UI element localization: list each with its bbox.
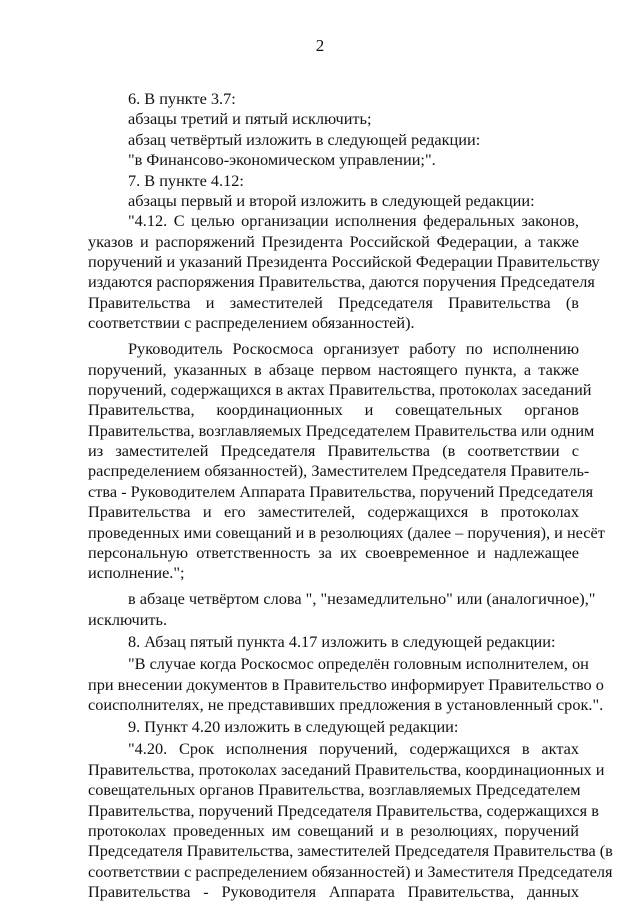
quote-4-17-line: соисполнителях, не представивших предложения в установленный срок.". bbox=[88, 694, 604, 714]
paragraph-6-line: абзац четвёртый изложить в следующей редакции: bbox=[128, 129, 481, 149]
paragraph-7-amend-line: исключить. bbox=[88, 609, 168, 629]
quote-4-20-line: Правительства, протоколах заседаний Правительства, координационных и bbox=[88, 759, 605, 779]
quote-4-12-p2-line: поручений, содержащихся в актах Правительства, протоколах заседаний bbox=[88, 379, 592, 399]
quote-4-17-line: при внесении документов в Правительство информирует Правительство о bbox=[88, 674, 604, 694]
quote-4-20-line: Правительства, поручений Председателя Правительства, содержащихся в bbox=[88, 800, 599, 820]
page-number: 2 bbox=[315, 36, 325, 55]
quote-4-20-line: совещательных органов Правительства, возглавляемых Председателем bbox=[88, 780, 581, 800]
quote-4-12-p2-line: поручений, указанных в абзаце первом настоящего пункта, а также bbox=[88, 359, 579, 379]
quote-4-12-p2-line: ства - Руководителем Аппарата Правительства, поручений Председателя bbox=[88, 481, 594, 501]
quote-4-20-line: Председателя Правительства, заместителей Председателя Правительства (в bbox=[88, 841, 613, 861]
quote-4-20-line: "4.20. Срок исполнения поручений, содержащихся в актах bbox=[128, 739, 579, 759]
quote-4-12-line: поручений и указаний Президента Российской Федерации Правительству bbox=[88, 252, 600, 271]
quote-4-12-p2-line: из заместителей Председателя Правительства (в соответствии с bbox=[88, 441, 579, 460]
quote-4-12-line: соответствии с распределением обязанностей). bbox=[88, 313, 415, 333]
quote-4-12-p2-line: персональную ответственность за их своевременное и надлежащее bbox=[88, 542, 579, 562]
paragraph-6-heading: 6. В пункте 3.7: bbox=[128, 89, 236, 108]
quote-4-12-p2-line: проведенных ими совещаний и в резолюциях (далее – поручения), и несёт bbox=[88, 522, 605, 542]
quote-4-12-p2-line: Правительства и его заместителей, содержащихся в протоколах bbox=[88, 502, 579, 522]
quote-4-20-line: протоколах проведенных им совещаний и в резолюциях, поручений bbox=[88, 820, 579, 840]
quote-4-12-line: "4.12. С целью организации исполнения федеральных законов, bbox=[128, 211, 579, 231]
quote-4-17-line: "В случае когда Роскосмос определён головным исполнителем, он bbox=[128, 654, 589, 674]
quote-4-12-line: указов и распоряжений Президента Российской Федерации, а также bbox=[88, 231, 579, 251]
quote-4-12-p2-line: Правительства, координационных и совещательных органов bbox=[88, 400, 579, 420]
paragraph-7-heading: 7. В пункте 4.12: bbox=[128, 170, 244, 190]
quote-4-20-line: Правительства - Руководителя Аппарата Правительства, данных bbox=[88, 882, 579, 901]
paragraph-8-heading: 8. Абзац пятый пункта 4.17 изложить в следующей редакции: bbox=[128, 631, 556, 651]
paragraph-6-line: "в Финансово-экономическом управлении;". bbox=[128, 150, 436, 170]
paragraph-9-heading: 9. Пункт 4.20 изложить в следующей редакции: bbox=[128, 717, 459, 737]
quote-4-12-line: Правительства и заместителей Председателя Правительства (в bbox=[88, 292, 579, 312]
quote-4-12-p2-line: Руководитель Роскосмоса организует работу по исполнению bbox=[128, 339, 579, 359]
paragraph-7-line: абзацы первый и второй изложить в следующей редакции: bbox=[128, 190, 535, 210]
paragraph-7-amend-line: в абзаце четвёртом слова ", "незамедлительно" или (аналогичное)," bbox=[128, 589, 596, 609]
quote-4-12-p2-line: Правительства, возглавляемых Председателем Правительства или одним bbox=[88, 420, 595, 440]
quote-4-12-p2-line: исполнение."; bbox=[88, 563, 185, 583]
quote-4-12-p2-line: распределением обязанностей), Заместителем Председателя Правитель- bbox=[88, 461, 590, 481]
quote-4-20-line: соответствии с распределением обязанностей) и Заместителя Председателя bbox=[88, 861, 613, 881]
quote-4-12-line: издаются распоряжения Правительства, даются поручения Председателя bbox=[88, 272, 595, 292]
paragraph-6-line: абзацы третий и пятый исключить; bbox=[128, 109, 372, 129]
